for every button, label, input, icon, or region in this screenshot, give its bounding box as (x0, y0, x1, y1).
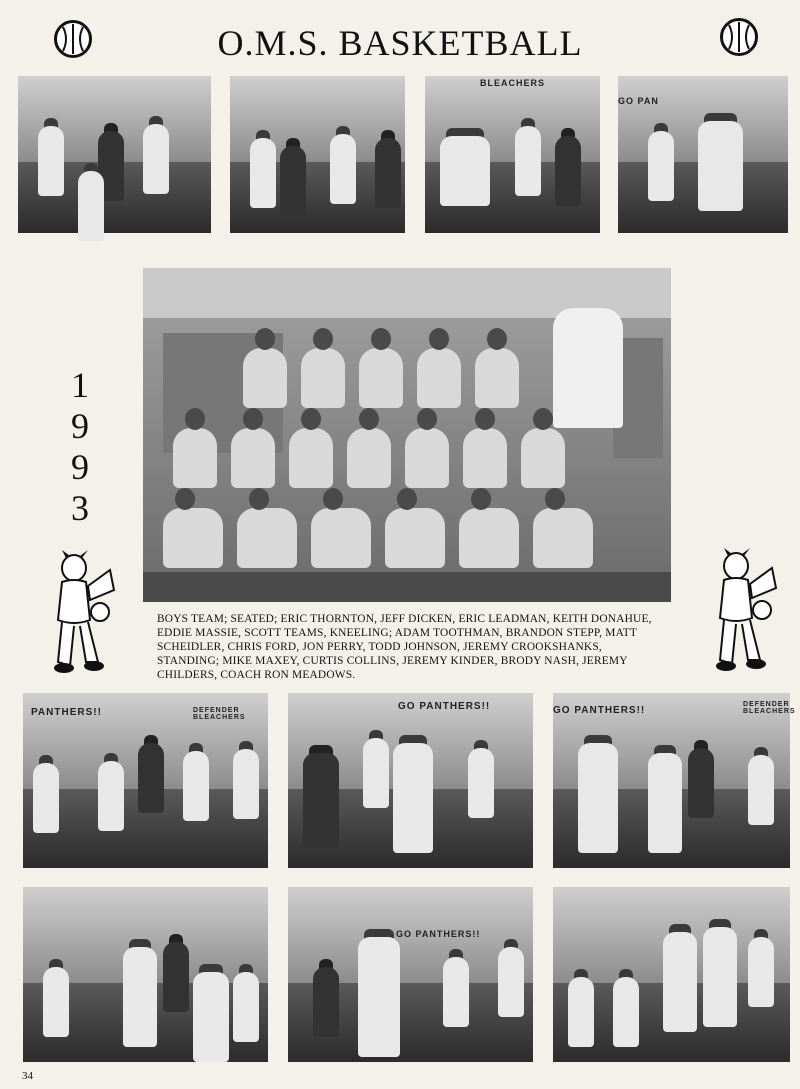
action-photo-9 (288, 887, 533, 1062)
banner-text: BLEACHERS (480, 78, 546, 88)
year-digit: 1 (71, 365, 89, 405)
panther-mascot-icon (44, 550, 119, 680)
action-photo-1 (18, 76, 211, 233)
basketball-icon (720, 18, 758, 56)
banner-text: DEFENDER BLEACHERS (193, 707, 246, 721)
banner-text: GO PANTHERS!! (398, 701, 491, 712)
action-photo-6 (288, 693, 533, 868)
action-photo-2 (230, 76, 405, 233)
action-photo-10 (553, 887, 790, 1062)
year-digit: 9 (71, 447, 89, 487)
panther-mascot-icon (706, 548, 781, 678)
banner-text: DEFENDER BLEACHERS (743, 701, 796, 715)
banner-text: GO PANTHERS!! (553, 705, 646, 716)
page-number: 34 (22, 1070, 33, 1082)
photo-caption: BOYS TEAM; SEATED; ERIC THORNTON, JEFF DICKEN, ERIC LEADMAN, KEITH DONAHUE, EDDIE MASSIE, SCOTT TEAMS, KNEELING; ADAM TOOTHMAN, BRANDON STEPP, MATT SCHEIDLER, CHRIS FORD, JON PERRY, TODD JOHNSON, JEREMY CROOKSHANKS, STANDING; MIKE MAXEY, CURTIS COLLINS, JEREMY KINDER, BRODY NASH, JEREMY CHILDERS, COACH RON MEADOWS. (157, 613, 652, 681)
action-photo-8 (23, 887, 268, 1062)
team-photo (143, 268, 671, 602)
year-digit: 9 (71, 406, 89, 446)
banner-text: PANTHERS!! (31, 707, 102, 718)
page-title: O.M.S. BASKETBALL (217, 23, 583, 63)
action-photo-4 (618, 76, 788, 233)
action-photo-7 (553, 693, 796, 868)
year-digit: 3 (71, 488, 89, 528)
banner-text: GO PAN (618, 96, 659, 106)
action-photo-3 (425, 76, 600, 233)
action-photo-5 (23, 693, 268, 868)
year-vertical (62, 365, 98, 529)
banner-text: GO PANTHERS!! (396, 929, 481, 939)
